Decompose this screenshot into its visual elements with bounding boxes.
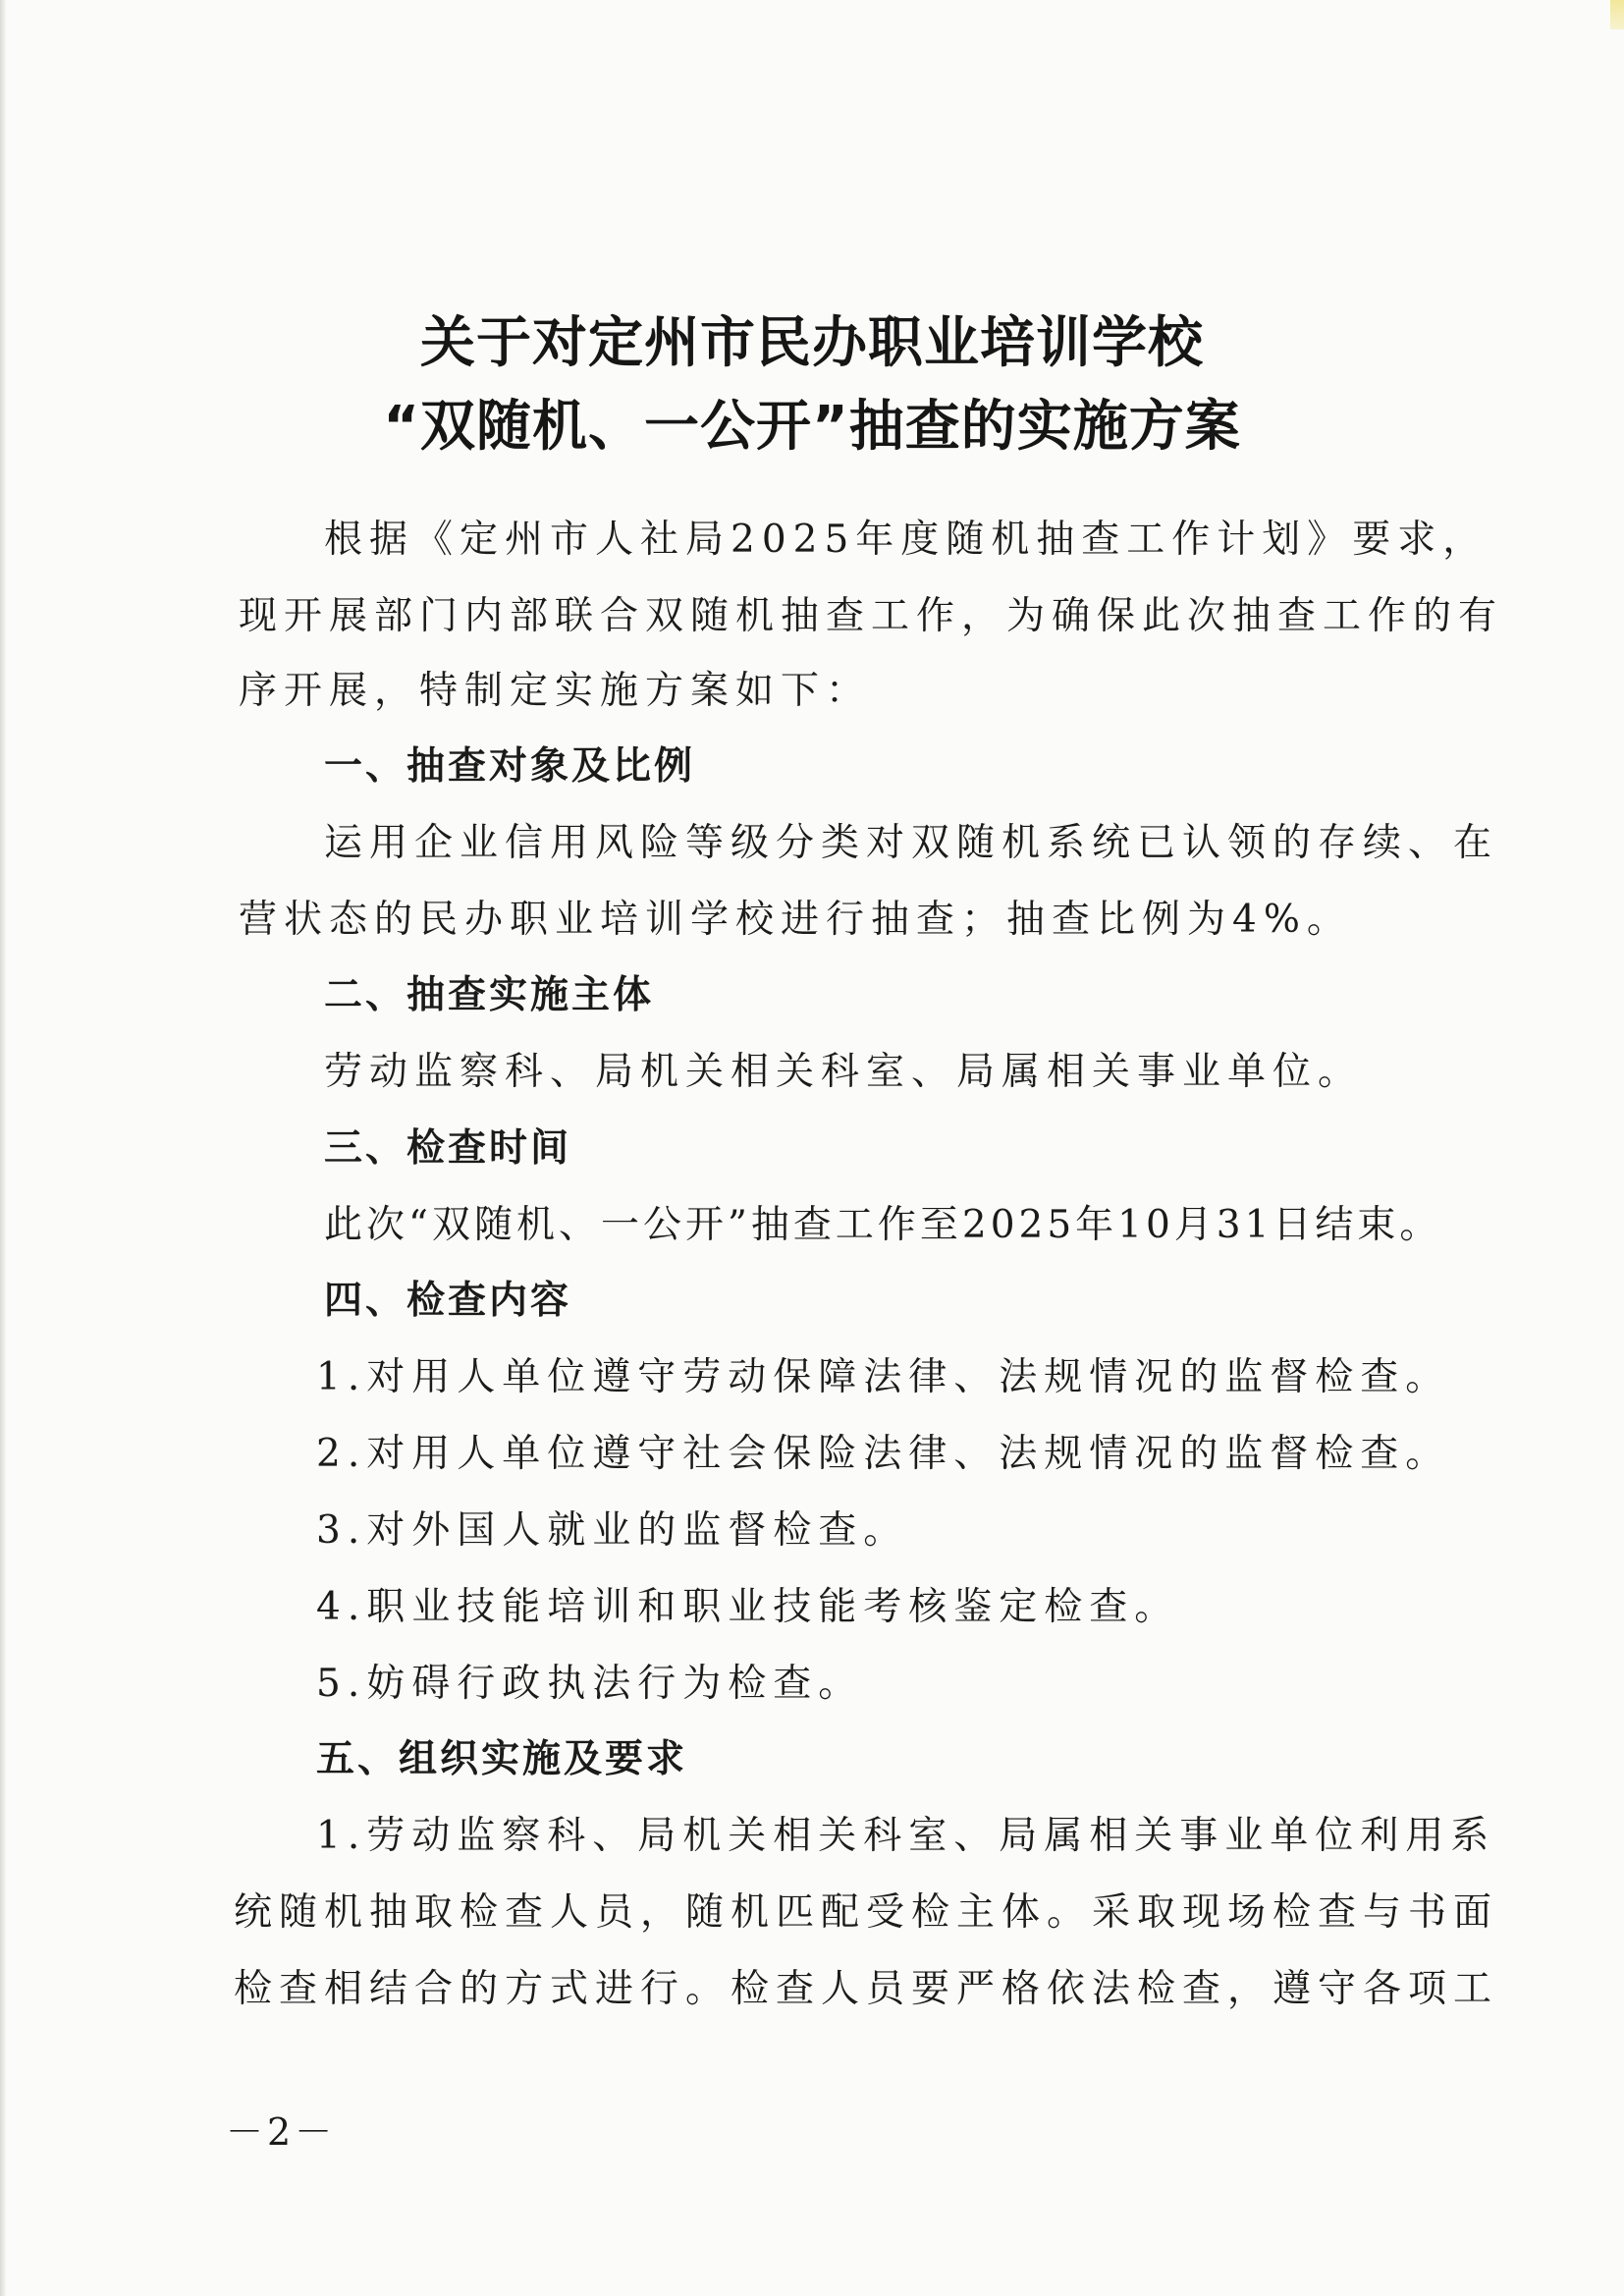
section-1-heading: 一、抽查对象及比例 (324, 744, 696, 789)
section-4-heading: 四、检查内容 (324, 1279, 572, 1323)
intro-line-3: 序开展，特制定实施方案如下： (239, 669, 872, 713)
document-title-line-2: “双随机、一公开”抽查的实施方案 (383, 395, 1241, 459)
section-4-item-2: 2.对用人单位遵守社会保险法律、法规情况的监督检查。 (316, 1432, 1451, 1476)
section-4-item-1: 1.对用人单位遵守劳动保障法律、法规情况的监督检查。 (316, 1355, 1451, 1399)
section-5-line-1: 1.劳动监察科、局机关相关科室、局属相关事业单位利用系 (316, 1814, 1496, 1858)
document-title-line-1: 关于对定州市民办职业培训学校 (420, 311, 1204, 375)
intro-line-1: 根据《定州市人社局2025年度随机抽查工作计划》要求， (324, 518, 1489, 562)
section-5-heading: 五、组织实施及要求 (316, 1737, 688, 1781)
page-number: －2－ (226, 2110, 337, 2154)
section-3-heading: 三、检查时间 (324, 1126, 572, 1171)
section-2-line-1: 劳动监察科、局机关相关科室、局属相关事业单位。 (324, 1050, 1364, 1094)
section-1-line-1: 运用企业信用风险等级分类对双随机系统已认领的存续、在 (324, 821, 1499, 865)
section-5-line-3: 检查相结合的方式进行。检查人员要严格依法检查，遵守各项工 (234, 1967, 1499, 2011)
section-5-line-2: 统随机抽取检查人员，随机匹配受检主体。采取现场检查与书面 (234, 1890, 1499, 1935)
intro-line-2: 现开展部门内部联合双随机抽查工作，为确保此次抽查工作的有 (239, 594, 1504, 638)
section-1-line-2: 营状态的民办职业培训学校进行抽查；抽查比例为4%。 (239, 898, 1352, 942)
section-4-item-5: 5.妨碍行政执法行为检查。 (316, 1662, 864, 1706)
section-4-item-4: 4.职业技能培训和职业技能考核鉴定检查。 (316, 1585, 1180, 1629)
section-3-line-1: 此次“双随机、一公开”抽查工作至2025年10月31日结束。 (324, 1203, 1442, 1247)
section-2-heading: 二、抽查实施主体 (324, 973, 655, 1017)
section-4-item-3: 3.对外国人就业的监督检查。 (316, 1508, 909, 1553)
